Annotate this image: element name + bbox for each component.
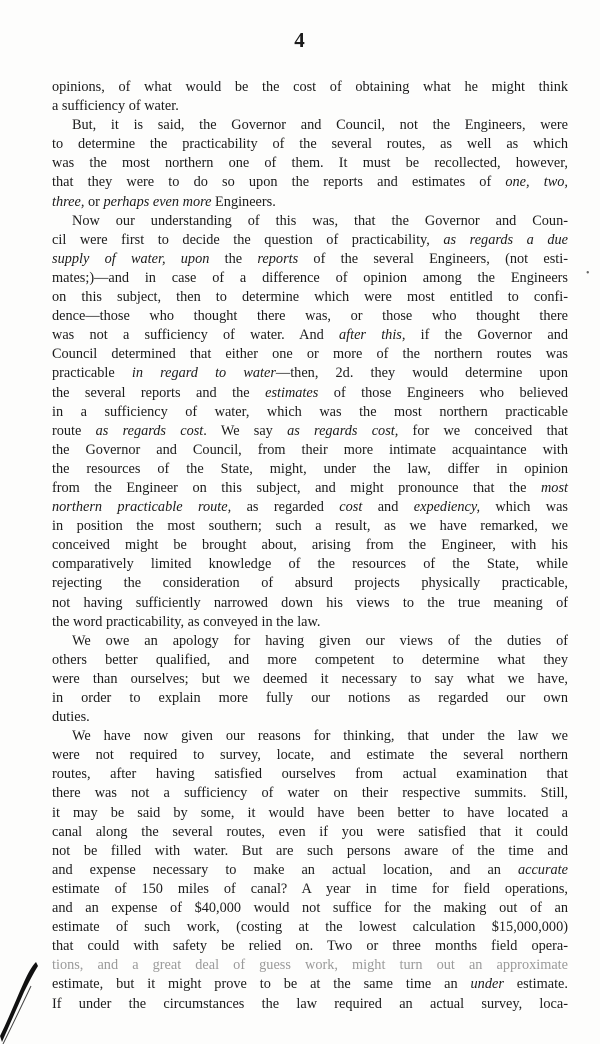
text-line: a sufficiency of water.	[52, 98, 179, 115]
text-line: others better qualified, and more competent to determine what they	[52, 651, 568, 668]
text-line: If under the circumstances the law required an actual survey, loca-	[52, 995, 568, 1012]
text-line: cil were first to decide the question of practicability, as regards a due	[52, 231, 568, 248]
text-line: not having sufficiently narrowed down his views to the true meaning of	[52, 594, 568, 611]
text-line: were than ourselves; but we deemed it necessary to say what we have,	[52, 670, 568, 687]
text-line: Now our understanding of this was, that the Governor and Coun-	[72, 212, 568, 229]
text-line: that could with safety be relied on. Two or three months field opera-	[52, 938, 568, 955]
text-line: We owe an apology for having given our views of the duties of	[72, 632, 568, 649]
text-line: route as regards cost. We say as regards cost, for we conceived that	[52, 422, 569, 439]
text-line: practicable in regard to water—then, 2d. they would determine upon	[52, 365, 569, 382]
text-line: estimate, but it might prove to be at the same time an under estimate.	[52, 976, 568, 993]
text-line: We have now given our reasons for thinking, that under the law we	[72, 728, 568, 745]
text-line: the resources of the State, might, under the law, differ in opinion	[52, 460, 568, 477]
text-line: duties.	[52, 709, 90, 726]
text-line: were not required to survey, locate, and estimate the several northern	[52, 747, 568, 764]
text-line: on this subject, then to determine which were most entitled to confi-	[52, 289, 568, 306]
text-line: the several reports and the estimates of those Engineers who believed	[52, 384, 568, 401]
text-line: there was not a sufficiency of water on their respective summits. Still,	[52, 785, 568, 802]
text-line: from the Engineer on this subject, and might pronounce that the most	[52, 479, 568, 496]
text-line: in position the most southern; such a result, as we have remarked, we	[52, 518, 568, 535]
text-line: and an expense of $40,000 would not suffice for the making out of an	[52, 900, 568, 917]
text-line: in a sufficiency of water, which was the most northern practicable	[52, 403, 568, 420]
page-number: 4	[294, 28, 306, 52]
text-line: and expense necessary to make an actual location, and an accurate	[52, 861, 568, 878]
text-line: rejecting the consideration of absurd projects physically practicable,	[52, 575, 568, 592]
text-line: conceived might be brought about, arising from the Engineer, with his	[52, 537, 568, 554]
page-edge-mark	[0, 958, 40, 1044]
text-line: Council determined that either one or more of the northern routes was	[52, 346, 568, 363]
text-line: was the most northern one of them. It must be recollected, however,	[52, 155, 568, 172]
body-text	[52, 78, 568, 1014]
text-line: canal along the several routes, even if you were satisfied that it could	[52, 823, 568, 840]
text-line: estimate of such work, (costing at the lowest calculation $15,000,000)	[52, 919, 568, 936]
text-line: in order to explain more fully our notions as regarded our own	[52, 690, 568, 706]
text-line: it may be said by some, it would have been better to have located a	[52, 804, 568, 821]
text-line: not be filled with water. But are such persons aware of the time and	[52, 842, 568, 859]
text-line: estimate of 150 miles of canal? A year in time for field operations,	[52, 880, 568, 897]
text-line: supply of water, upon the reports of the several Engineers, (not esti-	[52, 250, 568, 267]
text-line: to determine the practicability of the several routes, as well as which	[52, 136, 568, 153]
text-line: dence—those who thought there was, or those who thought there	[52, 308, 568, 325]
text-line: that they were to do so upon the reports and estimates of one, two,	[52, 174, 568, 191]
text-line: the word practicability, as conveyed in the law.	[52, 613, 321, 630]
text-line: comparatively limited knowledge of the resources of the State, while	[52, 556, 568, 573]
text-line: routes, after having satisfied ourselves from actual examination that	[52, 766, 568, 783]
text-line: tions, and a great deal of guess work, might turn out an approximate	[52, 957, 568, 974]
text-line: was not a sufficiency of water. And after this, if the Governor and	[52, 327, 568, 344]
text-line: mates;)—and in case of a difference of opinion among the Engineers	[52, 269, 568, 286]
text-line: But, it is said, the Governor and Council, not the Engineers, were	[72, 117, 568, 134]
text-line: northern practicable route, as regarded cost and expediency, which was	[52, 499, 568, 516]
text-line: opinions, of what would be the cost of obtaining what he might think	[52, 79, 568, 95]
text-line: three, or perhaps even more Engineers.	[52, 193, 276, 210]
margin-mark: •	[586, 268, 590, 279]
text-line: the Governor and Council, from their more intimate acquaintance with	[52, 441, 568, 458]
